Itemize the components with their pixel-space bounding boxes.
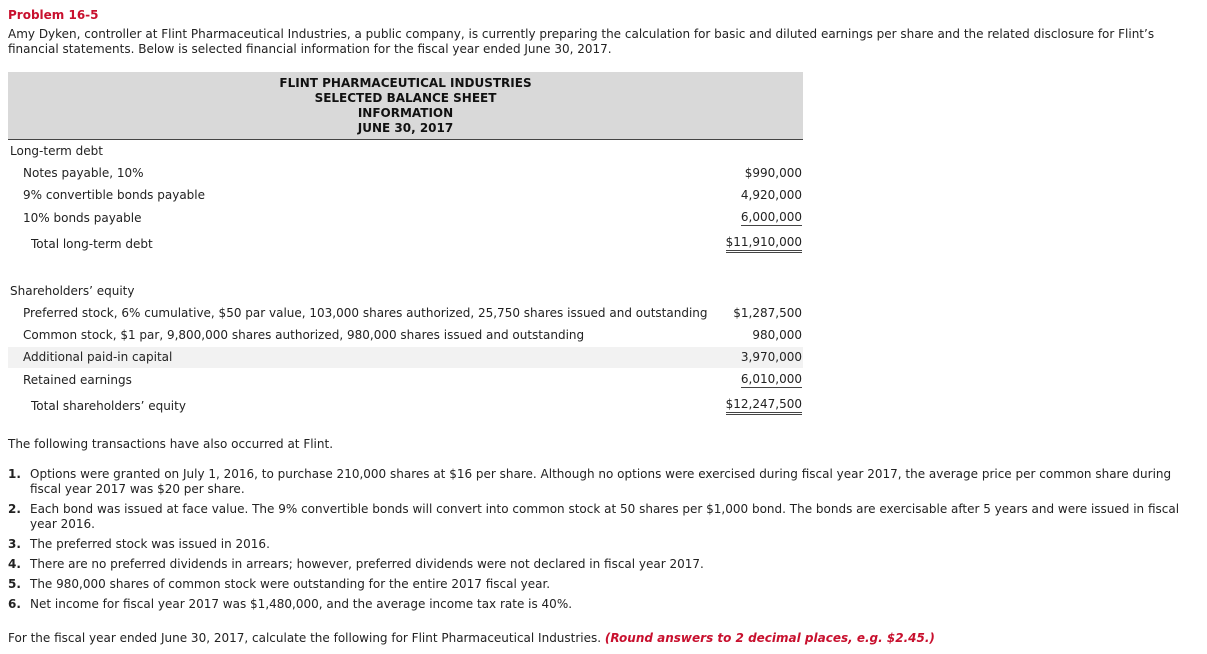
transaction-number: 1.: [8, 467, 21, 481]
transaction-number: 4.: [8, 557, 21, 571]
debt-row-value: 4,920,000: [740, 188, 802, 202]
debt-total-value: $11,910,000: [726, 235, 802, 253]
section-shareholders-equity: Shareholders’ equity: [10, 284, 135, 298]
equity-row-value: $1,287,500: [733, 306, 802, 320]
transaction-item: [8, 467, 1198, 497]
header-line-2: SELECTED BALANCE SHEET: [314, 91, 497, 105]
debt-total-label: Total long-term debt: [31, 237, 153, 251]
transaction-number: 3.: [8, 537, 21, 551]
problem-intro: Amy Dyken, controller at Flint Pharmaceutical Industries, a public company, is currently preparing the calculation for basic and diluted earnings per share and the related disclosure for Flint’s financial statements. Below is selected financial information for the fiscal year ended June 30, 2017.: [8, 27, 1155, 56]
transactions-intro: The following transactions have also occurred at Flint.: [8, 437, 334, 451]
equity-row-label: Common stock, $1 par, 9,800,000 shares authorized, 980,000 shares issued and outstanding: [23, 328, 585, 342]
transaction-text: The 980,000 shares of common stock were outstanding for the entire 2017 fiscal year.: [30, 577, 551, 591]
debt-row-value: $990,000: [744, 166, 802, 180]
balance-sheet-header: [8, 72, 803, 140]
header-line-3: INFORMATION: [357, 106, 454, 120]
rounding-hint: (Round answers to 2 decimal places, e.g. $2.45.): [604, 631, 935, 645]
equity-row-label: Additional paid-in capital: [23, 350, 173, 364]
equity-row-value: 3,970,000: [740, 350, 802, 364]
transaction-text: There are no preferred dividends in arrears; however, preferred dividends were not declared in fiscal year 2017.: [30, 557, 704, 571]
transaction-number: 6.: [8, 597, 21, 611]
equity-row-value: 6,010,000: [740, 372, 802, 386]
equity-total-label: Total shareholders’ equity: [31, 399, 186, 413]
problem-title: Problem 16-5: [8, 8, 99, 22]
transaction-item: [8, 537, 1198, 552]
debt-row-label: 9% convertible bonds payable: [23, 188, 206, 202]
transaction-text: Options were granted on July 1, 2016, to purchase 210,000 shares at $16 per share. Although no options were exercised during fiscal year 2017, the average price per common share during fiscal year 2017 was $20 per share.: [30, 467, 1172, 496]
equity-total-value: $12,247,500: [726, 397, 802, 415]
transaction-text: Each bond was issued at face value. The 9% convertible bonds will convert into common stock at 50 shares per $1,000 bond. The bonds are exercisable after 5 years and were issued in fiscal year 2016.: [30, 502, 1180, 531]
transaction-number: 2.: [8, 502, 21, 516]
header-date: JUNE 30, 2017: [357, 121, 454, 135]
equity-row-label: Preferred stock, 6% cumulative, $50 par value, 103,000 shares authorized, 25,750 shares issued and outstanding: [23, 306, 708, 320]
transaction-text: The preferred stock was issued in 2016.: [30, 537, 270, 551]
transaction-text: Net income for fiscal year 2017 was $1,480,000, and the average income tax rate is 40%.: [30, 597, 573, 611]
transaction-number: 5.: [8, 577, 21, 591]
debt-row-value: 6,000,000: [740, 210, 802, 224]
transaction-item: [8, 502, 1198, 532]
section-long-term-debt: Long-term debt: [10, 144, 104, 158]
transaction-item: [8, 557, 1198, 572]
transaction-item: [8, 577, 1198, 592]
header-company: FLINT PHARMACEUTICAL INDUSTRIES: [279, 76, 532, 90]
debt-row-label: Notes payable, 10%: [23, 166, 144, 180]
equity-row-value: 980,000: [752, 328, 802, 342]
debt-row-label: 10% bonds payable: [23, 211, 142, 225]
transaction-item: [8, 597, 1198, 612]
instructions: [8, 631, 935, 645]
equity-row-label: Retained earnings: [23, 373, 132, 387]
instructions-text: For the fiscal year ended June 30, 2017, calculate the following for Flint Pharmaceutical Industries.: [8, 631, 602, 645]
